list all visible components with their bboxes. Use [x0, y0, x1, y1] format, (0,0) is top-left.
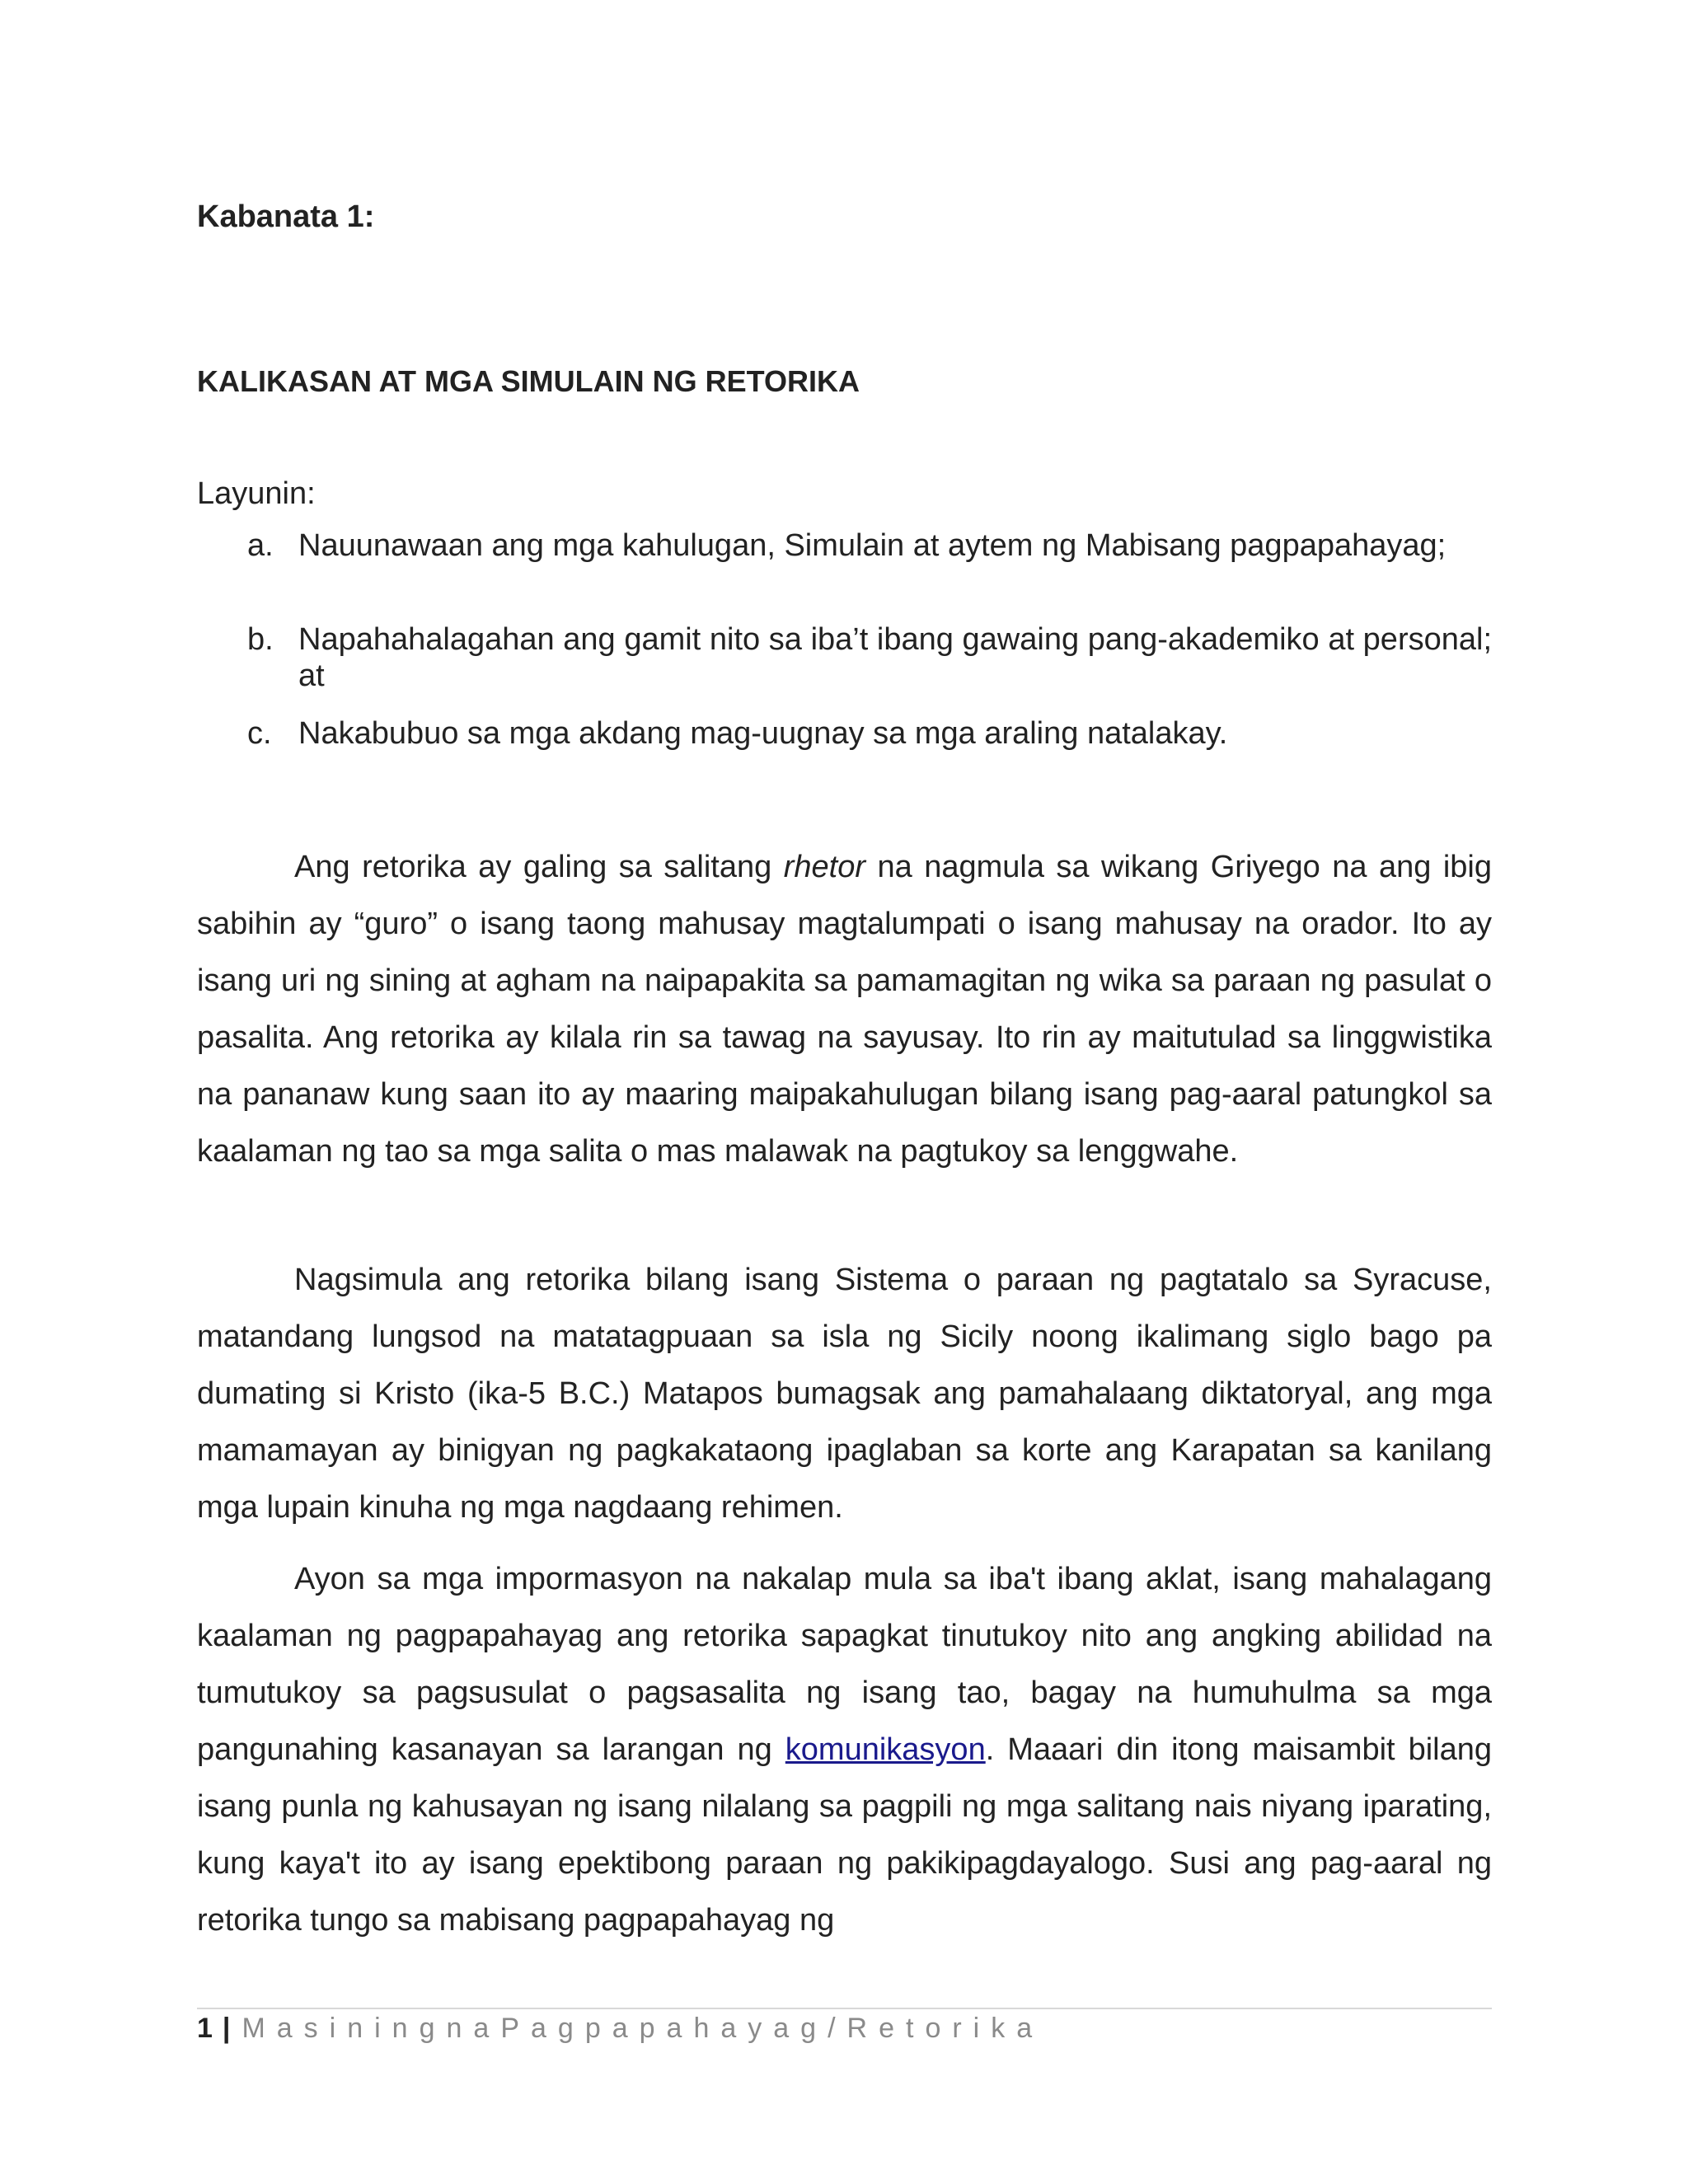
- komunikasyon-link[interactable]: komunikasyon: [785, 1732, 986, 1767]
- footer-divider: [197, 2008, 1492, 2009]
- paragraph-3-after-link: . Maaari din itong maisambit bilang isang punla ng kahusayan ng isang nilalang sa pagpili ng mga salitang nais niyang iparating, kung kaya't ito ay isang epektibong paraan ng pakikipagdayalogo. Susi ang pag-aaral ng retorika tungo sa mabisang pagpapahayag ng: [197, 1732, 1493, 1938]
- objective-marker: b.: [247, 622, 274, 657]
- objective-text: Nauunawaan ang mga kahulugan, Simulain at aytem ng Mabisang pagpapahayag;: [298, 528, 1447, 563]
- paragraph-2: Nagsimula ang retorika bilang isang Sistema o paraan ng pagtatalo sa Syracuse, matandang lungsod na matatagpuaan sa isla ng Sicily noong ikalimang siglo bago pa dumating si Kristo (ika-5 B.C.) Matapos bumagsak ang pamahalaang diktatoryal, ang mga mamamayan ay binigyan ng pagkakataong ipaglaban sa korte ang Karapatan sa kanilang mga lupain kinuha ng mga nagdaang rehimen.: [197, 1263, 1492, 1525]
- objective-item-a: [247, 527, 1492, 564]
- objective-item-b: [247, 621, 1492, 694]
- paragraph-1: [197, 839, 1492, 1180]
- objectives-label: Layunin:: [197, 476, 316, 511]
- chapter-heading: Kabanata 1:: [197, 199, 375, 234]
- paragraph-1-italic-term: rhetor: [783, 850, 866, 884]
- paragraph-3: [197, 1551, 1492, 1949]
- objective-text: Napahahalagahan ang gamit nito sa iba’t ibang gawaing pang-akademiko at personal; at: [298, 622, 1492, 693]
- paragraph-1-rest: na nagmula sa wikang Griyego na ang ibig sabihin ay “guro” o isang taong mahusay magtalumpati o isang mahusay na orador. Ito ay isang uri ng sining at agham na naipapakita sa pamamagitan ng wika sa paraan ng pasulat o pasalita. Ang retorika ay kilala rin sa tawag na sayusay. Ito rin ay maitutulad sa linggwistika na pananaw kung saan ito ay maaring maipakahulugan bilang isang pag-aaral patungkol sa kaalaman ng tao sa mga salita o mas malawak na pagtukoy sa lenggwahe.: [197, 850, 1492, 1169]
- page-number: 1: [197, 2013, 213, 2044]
- objective-marker: c.: [247, 716, 272, 751]
- objective-text: Nakabubuo sa mga akdang mag-uugnay sa mga araling natalakay.: [298, 716, 1228, 751]
- paragraph-1-start: Ang retorika ay galing sa salitang: [294, 850, 784, 884]
- page-footer: [197, 2013, 1043, 2045]
- page-title: KALIKASAN AT MGA SIMULAIN NG RETORIKA: [197, 364, 860, 398]
- running-title: MasiningnaPagpapahayag/Retorika: [241, 2013, 1044, 2044]
- objective-item-c: [247, 715, 1492, 752]
- objective-marker: a.: [247, 528, 274, 563]
- paragraph-3-before-link: Ayon sa mga impormasyon na nakalap mula sa iba't ibang aklat, isang mahalagang kaalaman ng pagpapahayag ang retorika sapagkat tinutukoy nito ang angking abilidad na tumutukoy sa pagsusulat o pagsasalita ng isang tao, bagay na humuhulma sa mga pangunahing kasanayan sa larangan ng: [197, 1562, 1492, 1767]
- footer-separator: |: [222, 2013, 231, 2044]
